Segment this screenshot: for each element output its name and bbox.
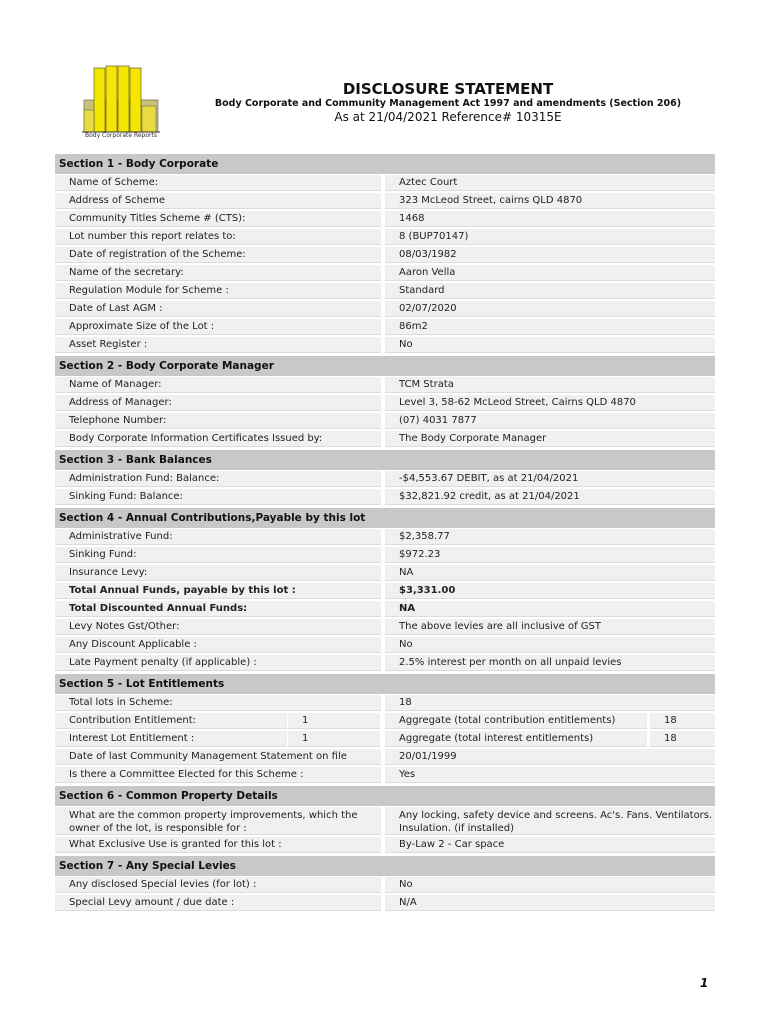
form-row: [55, 246, 715, 264]
form-row: [55, 546, 715, 564]
form-row: [55, 488, 715, 506]
form-row: [55, 210, 715, 228]
field-label: Address of Manager:: [55, 395, 381, 411]
field-value: (07) 4031 7877: [385, 413, 715, 429]
form-row: [55, 582, 715, 600]
field-value: The above levies are all inclusive of GST: [385, 619, 715, 635]
field-label: Body Corporate Information Certificates Issued by:: [55, 431, 381, 447]
field-value: $32,821.92 credit, as at 21/04/2021: [385, 489, 715, 505]
field-label: Levy Notes Gst/Other:: [55, 619, 381, 635]
form-row: [55, 694, 715, 712]
document-subtitle: Body Corporate and Community Management Act 1997 and amendments (Section 206): [214, 98, 682, 109]
field-value: 86m2: [385, 319, 715, 335]
field-value: TCM Strata: [385, 377, 715, 393]
field-value: Aaron Vella: [385, 265, 715, 281]
field-label: Is there a Committee Elected for this Scheme :: [55, 767, 381, 783]
form-row: [55, 636, 715, 654]
field-label: Sinking Fund: Balance:: [55, 489, 381, 505]
field-label: Total lots in Scheme:: [55, 695, 381, 711]
field-label: What Exclusive Use is granted for this lot :: [55, 837, 381, 853]
field-label: Name of Manager:: [55, 377, 381, 393]
document-title: DISCLOSURE STATEMENT: [342, 80, 554, 98]
field-label: Late Payment penalty (if applicable) :: [55, 655, 381, 671]
field-value: 02/07/2020: [385, 301, 715, 317]
form-row: [55, 412, 715, 430]
form-row: [55, 282, 715, 300]
form-row: [55, 894, 715, 912]
field-value: 323 McLeod Street, cairns QLD 4870: [385, 193, 715, 209]
field-value: Yes: [385, 767, 715, 783]
form-row: [55, 876, 715, 894]
field-label: What are the common property improvements, which the owner of the lot, is responsible for :: [55, 807, 381, 835]
form-row: [55, 192, 715, 210]
field-label: Total Annual Funds, payable by this lot :: [55, 583, 381, 599]
section-5-header: Section 5 - Lot Entitlements: [55, 674, 715, 694]
field-value: 2.5% interest per month on all unpaid levies: [385, 655, 715, 671]
field-value: Any locking, safety device and screens. Ac's. Fans. Ventilators. Insulation. (if installed): [385, 807, 715, 835]
field-value: $2,358.77: [385, 529, 715, 545]
field-value: 18: [650, 731, 715, 747]
field-label: Name of Scheme:: [55, 175, 381, 191]
field-label: Date of last Community Management Statement on file: [55, 749, 381, 765]
field-value: $3,331.00: [385, 583, 715, 599]
form-row: [55, 264, 715, 282]
field-value: 18: [385, 695, 715, 711]
form-row: [55, 600, 715, 618]
field-value: Aztec Court: [385, 175, 715, 191]
field-value: 1: [288, 731, 380, 747]
form-row: [55, 430, 715, 448]
field-value: 20/01/1999: [385, 749, 715, 765]
field-label: Community Titles Scheme # (CTS):: [55, 211, 381, 227]
section-4-header: Section 4 - Annual Contributions,Payable by this lot: [55, 508, 715, 528]
form-row: [55, 174, 715, 192]
field-label: Any disclosed Special levies (for lot) :: [55, 877, 381, 893]
section-2-header: Section 2 - Body Corporate Manager: [55, 356, 715, 376]
section-7-header: Section 7 - Any Special Levies: [55, 856, 715, 876]
field-value: 08/03/1982: [385, 247, 715, 263]
field-value: 1468: [385, 211, 715, 227]
form-row: [55, 470, 715, 488]
field-label: Any Discount Applicable :: [55, 637, 381, 653]
field-value: NA: [385, 565, 715, 581]
field-label: Administration Fund: Balance:: [55, 471, 381, 487]
field-label: Contribution Entitlement:: [55, 713, 287, 729]
field-label: Regulation Module for Scheme :: [55, 283, 381, 299]
field-label: Date of registration of the Scheme:: [55, 247, 381, 263]
form-row: [55, 730, 715, 748]
field-label: Total Discounted Annual Funds:: [55, 601, 381, 617]
form-row: [55, 336, 715, 354]
field-label: Date of Last AGM :: [55, 301, 381, 317]
field-label: Aggregate (total interest entitlements): [385, 731, 647, 747]
section-1-header: Section 1 - Body Corporate: [55, 154, 715, 174]
field-value: By-Law 2 - Car space: [385, 837, 715, 853]
field-value: Standard: [385, 283, 715, 299]
field-label: Interest Lot Entitlement :: [55, 731, 287, 747]
form-row: [55, 376, 715, 394]
field-label: Asset Register :: [55, 337, 381, 353]
form-row: [55, 836, 715, 854]
form-row: [55, 806, 715, 836]
form-row: [55, 228, 715, 246]
field-value: No: [385, 337, 715, 353]
field-label: Administrative Fund:: [55, 529, 381, 545]
field-label: Insurance Levy:: [55, 565, 381, 581]
form-row: [55, 712, 715, 730]
disclosure-form: [55, 152, 715, 912]
form-row: [55, 766, 715, 784]
field-label: Lot number this report relates to:: [55, 229, 381, 245]
field-value: The Body Corporate Manager: [385, 431, 715, 447]
field-value: -$4,553.67 DEBIT, as at 21/04/2021: [385, 471, 715, 487]
field-value: No: [385, 877, 715, 893]
field-value: NA: [385, 601, 715, 617]
field-value: No: [385, 637, 715, 653]
field-value: Level 3, 58-62 McLeod Street, Cairns QLD 4870: [385, 395, 715, 411]
field-label: Name of the secretary:: [55, 265, 381, 281]
field-value: 18: [650, 713, 715, 729]
form-row: [55, 528, 715, 546]
form-row: [55, 564, 715, 582]
field-value: 8 (BUP70147): [385, 229, 715, 245]
form-row: [55, 318, 715, 336]
field-label: Sinking Fund:: [55, 547, 381, 563]
form-row: [55, 748, 715, 766]
field-value: $972.23: [385, 547, 715, 563]
form-row: [55, 300, 715, 318]
page-number: 1: [700, 976, 709, 990]
field-label: Address of Scheme: [55, 193, 381, 209]
form-row: [55, 394, 715, 412]
form-row: [55, 654, 715, 672]
field-value: 1: [288, 713, 380, 729]
section-6-header: Section 6 - Common Property Details: [55, 786, 715, 806]
section-3-header: Section 3 - Bank Balances: [55, 450, 715, 470]
field-label: Telephone Number:: [55, 413, 381, 429]
as-at-reference: As at 21/04/2021 Reference# 10315E: [334, 110, 562, 124]
form-row: [55, 618, 715, 636]
field-label: Special Levy amount / due date :: [55, 895, 381, 911]
logo-caption: Body Corporate Reports: [85, 132, 157, 139]
field-value: N/A: [385, 895, 715, 911]
field-label: Approximate Size of the Lot :: [55, 319, 381, 335]
field-label: Aggregate (total contribution entitlements): [385, 713, 647, 729]
